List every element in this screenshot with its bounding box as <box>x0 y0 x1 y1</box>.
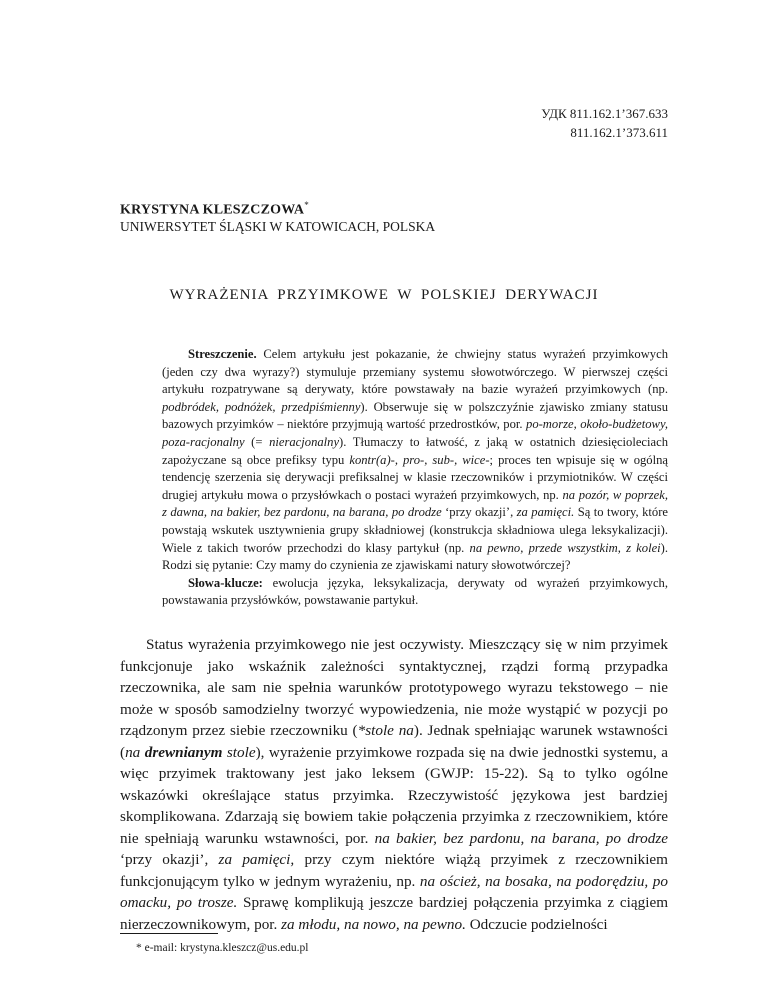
abstract <box>162 346 668 610</box>
abstract-label: Streszczenie. <box>188 347 257 361</box>
body-text <box>120 634 668 935</box>
author-affiliation: UNIWERSYTET ŚLĄSKI W KATOWICACH, POLSKA <box>120 219 436 234</box>
footnote-email: * e-mail: krystyna.kleszcz@us.edu.pl <box>136 942 309 954</box>
keywords-label: Słowa-klucze: <box>188 575 263 590</box>
article-title: WYRAŻENIA PRZYIMKOWE W POLSKIEJ DERYWACJI <box>169 287 599 303</box>
udk-line-1: УДК 811.162.1’367.633 <box>541 106 668 121</box>
author-name-text: KRYSTYNA KLESZCZOWA <box>120 202 305 218</box>
keywords-text: ewolucja języka, leksykalizacja, derywaty od wyrażeń przyimkowych, powstawania przysłówków, powstawanie partykuł. <box>162 575 668 608</box>
abstract-paragraph: Streszczenie. Celem artykułu jest pokazanie, że chwiejny status wyrażeń przyimkowych (jeden czy dwa wyrazy?) stymuluje przemiany systemu słowotwórczego. W pierwszej części artykułu rozpatrywane są derywaty, które powstawały na bazie wyrażeń przyimkowych (np. podbródek, podnóżek, przedpiśmienny). Obserwuje się w polszczyźnie zjawisko zmiany statusu bazowych przyimków – niektóre przyjmują wartość przedrostków, por. po-morze, około-budżetowy, poza-racjonalny (= nieracjonalny). Tłumaczy to łatwość, z jaką w ostatnich dziesięcioleciach zapożyczane są obce prefiksy typu kontr(a)-, pro-, sub-, wice-; proces ten wpisuje się w ogólną tendencję szerzenia się derywacji prefiksalnej w klasie rzeczowników i przymiotników. W części drugiej artykułu mowa o przysłówkach o postaci wyrażeń przyimkowych, np. na pozór, w poprzek, z dawna, na bakier, bez pardonu, na barana, po drodze ‘przy okazji’, za pamięci. Są to twory, które powstają wskutek usztywnienia grupy składniowej (konstrukcja składniowa ulega leksykalizacji). Wiele z takich tworów przechodzi do klasy partykuł (np. na pewno, przede wszystkim, z kolei). Rodzi się pytanie: Czy mamy do czynienia ze zjawiskami natury słowotwórczej? <box>162 347 668 573</box>
udk-classification <box>541 104 668 142</box>
body-paragraph: Status wyrażenia przyimkowego nie jest oczywisty. Mieszczący się w nim przyimek funkcjonuje jako wskaźnik zależności syntaktycznej, rządzi formą przypadka rzeczownika, ale sam nie spełnia warunków prototypowego wyrazu tekstowego – nie może w sposób samodzielny tworzyć wypowiedzenia, nie może wystąpić w pozycji po rządzonym przez siebie rzeczowniku (*stole na). Jednak spełniając warunek wstawności (na drewnianym stole), wyrażenie przyimkowe rozpada się na dwie jednostki systemu, a więc przyimek traktowany jest jako leksem (GWJP: 15-22). Są to tylko ogólne wskazówki określające status przyimka. Rzeczywistość językowa jest bardziej skomplikowana. Zdarzają się bowiem takie połączenia przyimka z rzeczownikiem, które nie spełniają warunku wstawności, por. na bakier, bez pardonu, na barana, po drodze ‘przy okazji’, za pamięci, przy czym niektóre wiążą przyimek z rzeczownikiem funkcjonującym tylko w jednym wyrażeniu, np. na oścież, na bosaka, na podorędziu, po omacku, po trosze. Sprawę komplikują jeszcze bardziej połączenia przyimka z ciągiem nierzeczownikowym, por. za młodu, na nowo, na pewno. Odczucie podzielności <box>120 636 669 933</box>
author-name <box>120 200 309 219</box>
footnote-divider <box>120 933 218 934</box>
udk-line-2: 811.162.1’373.611 <box>570 125 668 140</box>
keywords-paragraph <box>162 575 668 610</box>
footnote-mark: * <box>304 200 309 210</box>
